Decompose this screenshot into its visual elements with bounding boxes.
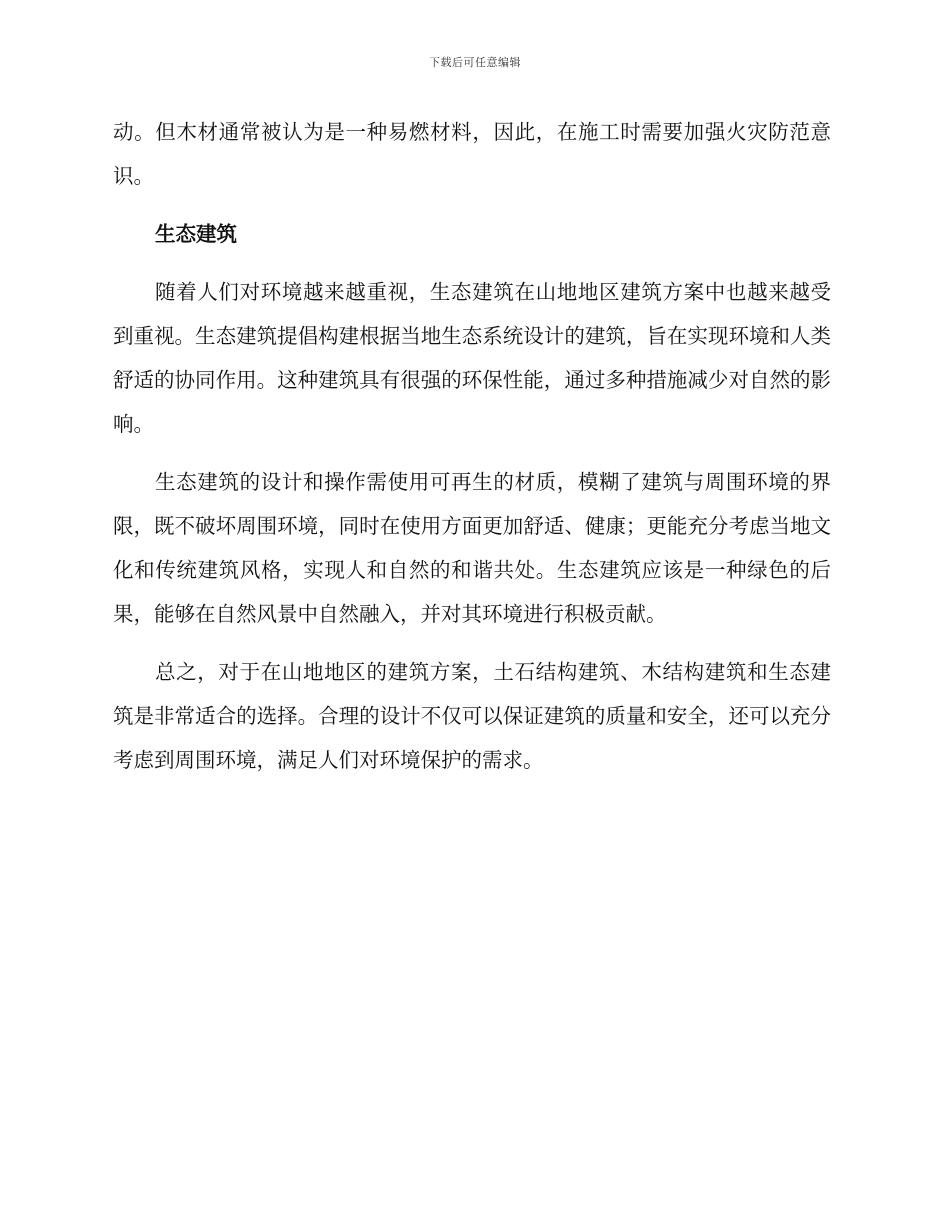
paragraph-continuation: 动。但木材通常被认为是一种易燃材料，因此，在施工时需要加强火灾防范意识。	[113, 120, 831, 188]
paragraph: 随着人们对环境越来越重视，生态建筑在山地地区建筑方案中也越来越受到重视。生态建筑提倡构建根据当地生态系统设计的建筑，旨在实现环境和人类舒适的协同作用。这种建筑具有很强的环保性能，通过多种措施减少对自然的影响。	[113, 280, 831, 436]
paragraph: 总之，对于在山地地区的建筑方案，土石结构建筑、木结构建筑和生态建筑是非常适合的选择。合理的设计不仅可以保证建筑的质量和安全，还可以充分考虑到周围环境，满足人们对环境保护的需求。	[113, 660, 831, 772]
section-heading: 生态建筑	[155, 222, 237, 246]
paragraph: 生态建筑的设计和操作需使用可再生的材质，模糊了建筑与周围环境的界限，既不破坏周围环境，同时在使用方面更加舒适、健康；更能充分考虑当地文化和传统建筑风格，实现人和自然的和谐共处。生态建筑应该是一种绿色的后果，能够在自然风景中自然融入，并对其环境进行积极贡献。	[113, 470, 831, 626]
page-header: 下载后可任意编辑	[429, 56, 521, 69]
document-body	[113, 110, 831, 796]
